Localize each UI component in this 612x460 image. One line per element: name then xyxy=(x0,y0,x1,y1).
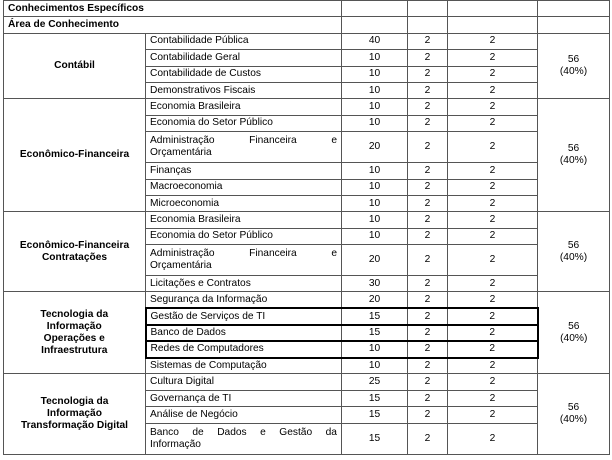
total-cell xyxy=(538,212,610,292)
word: Administração xyxy=(150,135,215,147)
word: Administração xyxy=(150,248,215,260)
weight-cell: 2 xyxy=(408,423,448,454)
area-name-line: Informação xyxy=(47,408,102,419)
total-value: 56 xyxy=(568,320,580,332)
min-cell: 2 xyxy=(448,292,538,308)
subheader-row xyxy=(4,17,610,33)
questions-cell: 10 xyxy=(342,358,408,374)
questions-cell: 30 xyxy=(342,276,408,292)
min-cell: 2 xyxy=(448,407,538,423)
area-heading: Área de Conhecimento xyxy=(4,17,342,33)
questions-cell: 15 xyxy=(342,325,408,341)
area-name-line: Econômico-Financeira xyxy=(19,239,130,251)
min-cell: 2 xyxy=(448,358,538,374)
min-cell: 2 xyxy=(448,115,538,131)
weight-cell: 2 xyxy=(408,99,448,115)
total-value: 56 xyxy=(567,143,580,155)
subject-cell: Cultura Digital xyxy=(146,374,342,390)
word: Financeira xyxy=(249,135,297,147)
questions-cell: 10 xyxy=(342,99,408,115)
questions-cell: 40 xyxy=(342,33,408,49)
total-cell xyxy=(538,374,610,454)
total-percent: (40%) xyxy=(559,66,588,78)
section-title: Conhecimentos Específicos xyxy=(4,1,342,17)
subject-cell: Economia do Setor Público xyxy=(146,115,342,131)
word: Financeira xyxy=(249,248,297,260)
weight-cell: 2 xyxy=(408,276,448,292)
subject-cell: Gestão de Serviços de TI xyxy=(146,308,342,324)
weight-cell: 2 xyxy=(408,245,448,276)
word: Banco xyxy=(150,426,179,438)
questions-cell: 10 xyxy=(342,50,408,66)
weight-cell: 2 xyxy=(408,163,448,179)
empty-cell xyxy=(408,1,448,17)
subject-cell: Demonstrativos Fiscais xyxy=(146,82,342,98)
subject-cell xyxy=(146,132,342,163)
empty-cell xyxy=(342,1,408,17)
area-name-line: Informação xyxy=(46,320,102,332)
word: Gestão xyxy=(279,426,313,438)
questions-cell: 10 xyxy=(342,341,408,357)
questions-cell: 20 xyxy=(342,132,408,163)
subject-cell: Sistemas de Computação xyxy=(146,358,342,374)
weight-cell: 2 xyxy=(408,325,448,341)
questions-cell: 10 xyxy=(342,179,408,195)
subject-cell xyxy=(146,245,342,276)
questions-cell: 10 xyxy=(342,66,408,82)
min-cell: 2 xyxy=(448,308,538,324)
header-row xyxy=(4,1,610,17)
questions-cell: 10 xyxy=(342,228,408,244)
subject-line xyxy=(150,248,337,260)
questions-cell: 10 xyxy=(342,195,408,211)
total-value: 56 xyxy=(567,402,580,413)
min-cell: 2 xyxy=(448,228,538,244)
weight-cell: 2 xyxy=(408,33,448,49)
questions-cell: 10 xyxy=(342,163,408,179)
table-row xyxy=(4,212,610,228)
area-cell xyxy=(4,292,146,374)
subject-cell: Finanças xyxy=(146,163,342,179)
word: Dados xyxy=(217,426,247,438)
subject-cell: Segurança da Informação xyxy=(146,292,342,308)
weight-cell: 2 xyxy=(408,308,448,324)
subject-cell: Economia do Setor Público xyxy=(146,228,342,244)
word: e xyxy=(331,248,337,260)
questions-cell: 20 xyxy=(342,292,408,308)
questions-cell: 15 xyxy=(342,407,408,423)
weight-cell: 2 xyxy=(408,390,448,406)
weight-cell: 2 xyxy=(408,358,448,374)
area-name-line: Operações e xyxy=(43,332,105,344)
questions-cell: 10 xyxy=(342,212,408,228)
subject-cell: Microeconomia xyxy=(146,195,342,211)
total-cell xyxy=(538,99,610,212)
weight-cell: 2 xyxy=(408,50,448,66)
subject-cell: Economia Brasileira xyxy=(146,212,342,228)
questions-cell: 10 xyxy=(342,115,408,131)
questions-cell: 10 xyxy=(342,82,408,98)
min-cell: 2 xyxy=(448,325,538,341)
area-name-line: Infraestrutura xyxy=(41,344,108,356)
total-percent: (40%) xyxy=(559,414,588,425)
min-cell: 2 xyxy=(448,374,538,390)
word: e xyxy=(331,135,337,147)
subject-cell: Licitações e Contratos xyxy=(146,276,342,292)
min-cell: 2 xyxy=(448,99,538,115)
min-cell: 2 xyxy=(448,341,538,357)
table-row xyxy=(4,99,610,115)
subject-cell: Contabilidade de Custos xyxy=(146,66,342,82)
min-cell: 2 xyxy=(448,195,538,211)
table-row xyxy=(4,33,610,49)
weight-cell: 2 xyxy=(408,132,448,163)
min-cell: 2 xyxy=(448,276,538,292)
subject-cell: Banco de Dados xyxy=(146,325,342,341)
area-cell xyxy=(4,374,146,454)
min-cell: 2 xyxy=(448,179,538,195)
weight-cell: 2 xyxy=(408,341,448,357)
empty-cell xyxy=(448,17,538,33)
weight-cell: 2 xyxy=(408,407,448,423)
subject-cell: Redes de Computadores xyxy=(146,341,342,357)
min-cell: 2 xyxy=(448,33,538,49)
subject-line xyxy=(150,427,337,439)
weight-cell: 2 xyxy=(408,82,448,98)
empty-cell xyxy=(538,1,610,17)
subject-cell: Macroeconomia xyxy=(146,179,342,195)
questions-cell: 25 xyxy=(342,374,408,390)
table-row xyxy=(4,292,610,308)
area-name-line: Tecnologia da xyxy=(40,396,109,407)
word: e xyxy=(260,426,266,438)
empty-cell xyxy=(538,17,610,33)
questions-cell: 15 xyxy=(342,423,408,454)
word: de xyxy=(192,426,204,438)
subject-cell: Governança de TI xyxy=(146,390,342,406)
min-cell: 2 xyxy=(448,423,538,454)
area-name-line: Transformação Digital xyxy=(21,420,128,431)
word: da xyxy=(325,426,337,438)
subject-cell xyxy=(146,423,342,454)
weight-cell: 2 xyxy=(408,292,448,308)
min-cell: 2 xyxy=(448,390,538,406)
total-cell xyxy=(538,33,610,99)
min-cell: 2 xyxy=(448,163,538,179)
area-cell xyxy=(4,99,146,212)
area-cell xyxy=(4,212,146,292)
min-cell: 2 xyxy=(448,212,538,228)
weight-cell: 2 xyxy=(408,66,448,82)
min-cell: 2 xyxy=(448,50,538,66)
subject-cell: Contabilidade Pública xyxy=(146,33,342,49)
subject-line: Orçamentária xyxy=(150,260,212,272)
area-cell xyxy=(4,33,146,99)
total-cell xyxy=(538,292,610,374)
min-cell: 2 xyxy=(448,245,538,276)
weight-cell: 2 xyxy=(408,212,448,228)
weight-cell: 2 xyxy=(408,115,448,131)
weight-cell: 2 xyxy=(408,179,448,195)
subject-line: Informação xyxy=(150,438,201,450)
total-percent: (40%) xyxy=(560,332,588,344)
total-percent: (40%) xyxy=(559,251,588,263)
total-value: 56 xyxy=(567,239,580,251)
area-name-line: Contratações xyxy=(41,251,108,263)
subjects-table xyxy=(3,0,610,455)
weight-cell: 2 xyxy=(408,374,448,390)
min-cell: 2 xyxy=(448,132,538,163)
questions-cell: 15 xyxy=(342,308,408,324)
total-percent: (40%) xyxy=(559,155,588,167)
subject-cell: Análise de Negócio xyxy=(146,407,342,423)
weight-cell: 2 xyxy=(408,195,448,211)
area-name-line: Tecnologia da xyxy=(40,308,109,320)
subject-line xyxy=(150,135,337,147)
subject-cell: Contabilidade Geral xyxy=(146,50,342,66)
subject-line: Orçamentária xyxy=(150,147,212,159)
area-name: Econômico-Financeira xyxy=(19,149,130,161)
subject-cell: Economia Brasileira xyxy=(146,99,342,115)
area-name: Contábil xyxy=(54,60,95,72)
questions-cell: 15 xyxy=(342,390,408,406)
weight-cell: 2 xyxy=(408,228,448,244)
questions-cell: 20 xyxy=(342,245,408,276)
min-cell: 2 xyxy=(448,66,538,82)
empty-cell xyxy=(448,1,538,17)
total-value: 56 xyxy=(567,54,580,66)
empty-cell xyxy=(408,17,448,33)
empty-cell xyxy=(342,17,408,33)
min-cell: 2 xyxy=(448,82,538,98)
table-row xyxy=(4,374,610,390)
